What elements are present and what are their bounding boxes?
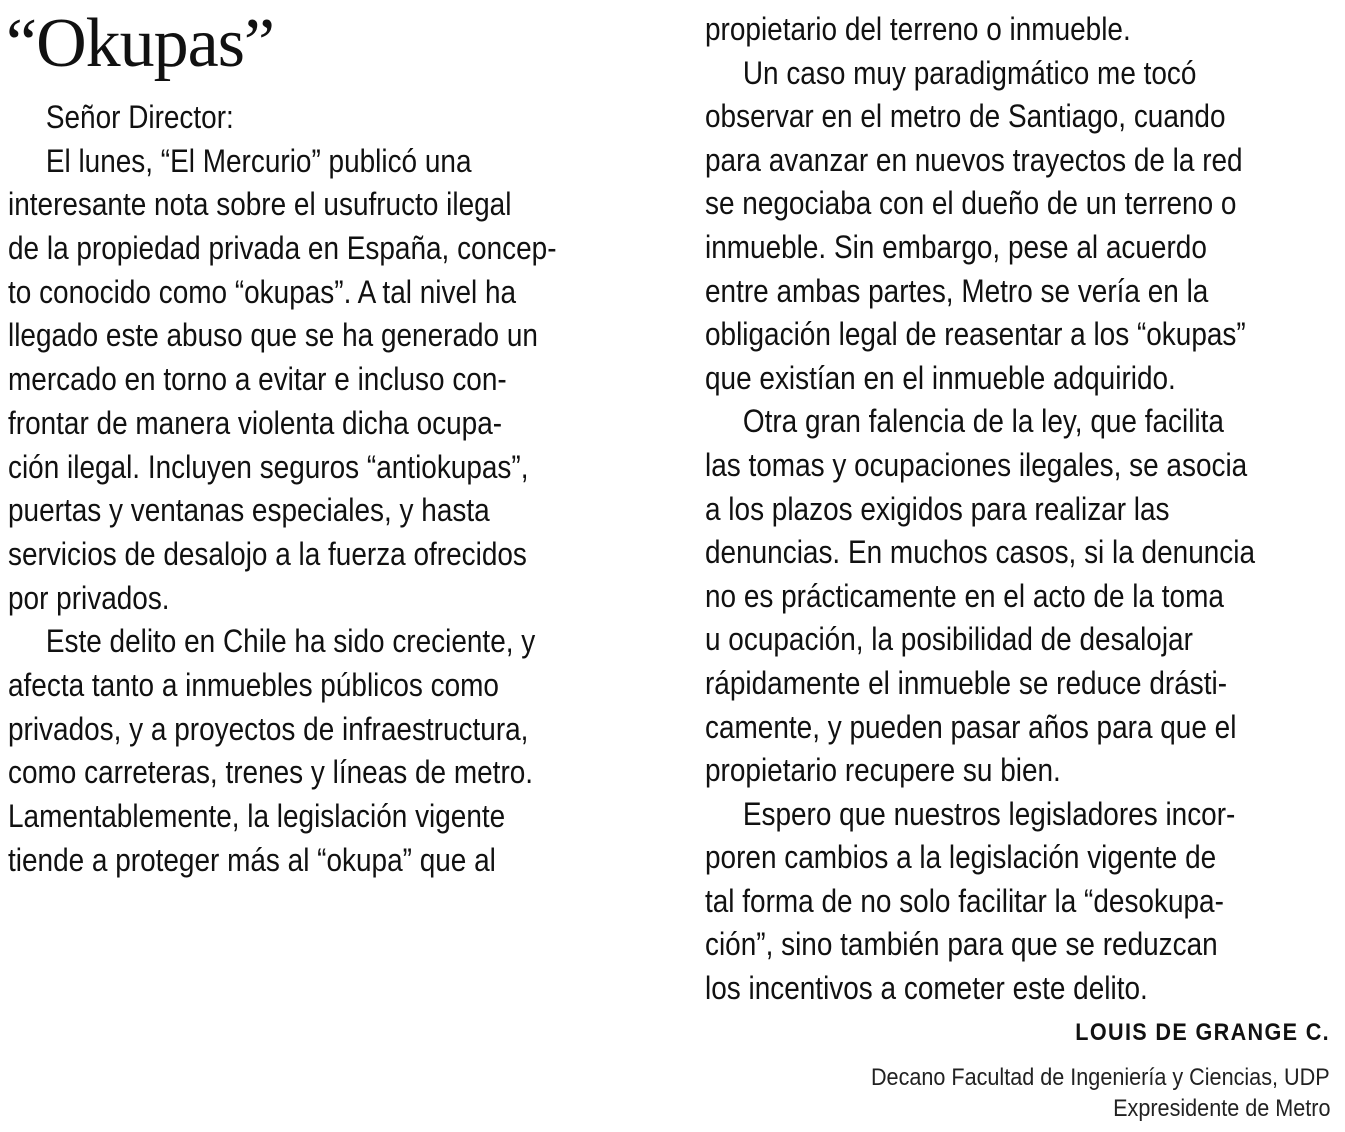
text-line: El lunes, “El Mercurio” publicó una [45,142,472,179]
text-line: entre ambas partes, Metro se vería en la [705,272,1209,309]
text-line: rápidamente el inmueble se reduce drásti- [705,664,1228,701]
text-line: afecta tanto a inmuebles públicos como [8,666,499,703]
text-line: se negociaba con el dueño de un terreno o [705,185,1237,222]
text-line: Otra gran falencia de la ley, que facilita [742,403,1224,440]
text-line: camente, y pueden pasar años para que el [705,708,1237,745]
text-line: obligación legal de reasentar a los “okupas” [705,316,1246,353]
text-line: no es prácticamente en el acto de la toma [705,577,1224,614]
text-line: las tomas y ocupaciones ilegales, se asocia [705,446,1248,483]
text-line: Señor Director: [45,99,234,135]
text-line: tal forma de no solo facilitar la “desokupa- [705,882,1224,919]
left-column [8,96,648,882]
text-line: por privados. [8,579,170,616]
text-line: que existían en el inmueble adquirido. [705,359,1176,396]
text-line: inmueble. Sin embargo, pese al acuerdo [705,228,1207,265]
text-line: propietario del terreno o inmueble. [705,11,1131,47]
text-line: para avanzar en nuevos trayectos de la red [705,141,1243,178]
text-line: Un caso muy paradigmático me tocó [742,54,1197,91]
text-line: servicios de desalojo a la fuerza ofrecidos [8,535,527,572]
text-line: mercado en torno a evitar e incluso con- [8,361,507,398]
text-line: u ocupación, la posibilidad de desalojar [705,621,1193,658]
text-line: a los plazos exigidos para realizar las [705,490,1170,527]
text-line: observar en el metro de Santiago, cuando [705,98,1226,135]
text-line: los incentivos a cometer este delito. [705,970,1148,1007]
text-line: Espero que nuestros legisladores incor- [742,795,1236,832]
text-line: de la propiedad privada en España, concep- [8,230,557,267]
right-column [705,8,1345,1011]
text-line: llegado este abuso que se ha generado un [8,317,538,354]
author-name: LOUIS DE GRANGE C. [1075,1019,1330,1046]
text-line: ción ilegal. Incluyen seguros “antiokupas”, [8,448,529,485]
text-line: Este delito en Chile ha sido creciente, y [45,623,536,660]
text-line: privados, y a proyectos de infraestructura, [8,710,529,747]
text-line: Lamentablemente, la legislación vigente [8,798,506,834]
text-line: propietario recupere su bien. [705,752,1061,789]
text-line: poren cambios a la legislación vigente de [705,839,1217,876]
text-line: to conocido como “okupas”. A tal nivel ha [8,273,517,310]
text-line: interesante nota sobre el usufructo ilegal [8,186,512,223]
letter-title: “Okupas” [6,5,275,82]
author-former-role: Expresidente de Metro [1112,1095,1330,1122]
author-role: Decano Facultad de Ingeniería y Ciencias, UDP [871,1064,1330,1091]
text-line: ción”, sino también para que se reduzcan [705,926,1218,963]
text-line: tiende a proteger más al “okupa” que al [8,841,496,878]
text-line: frontar de manera violenta dicha ocupa- [8,404,503,441]
text-line: denuncias. En muchos casos, si la denuncia [705,534,1256,571]
text-line: como carreteras, trenes y líneas de metro. [8,754,534,791]
text-line: puertas y ventanas especiales, y hasta [8,492,490,529]
